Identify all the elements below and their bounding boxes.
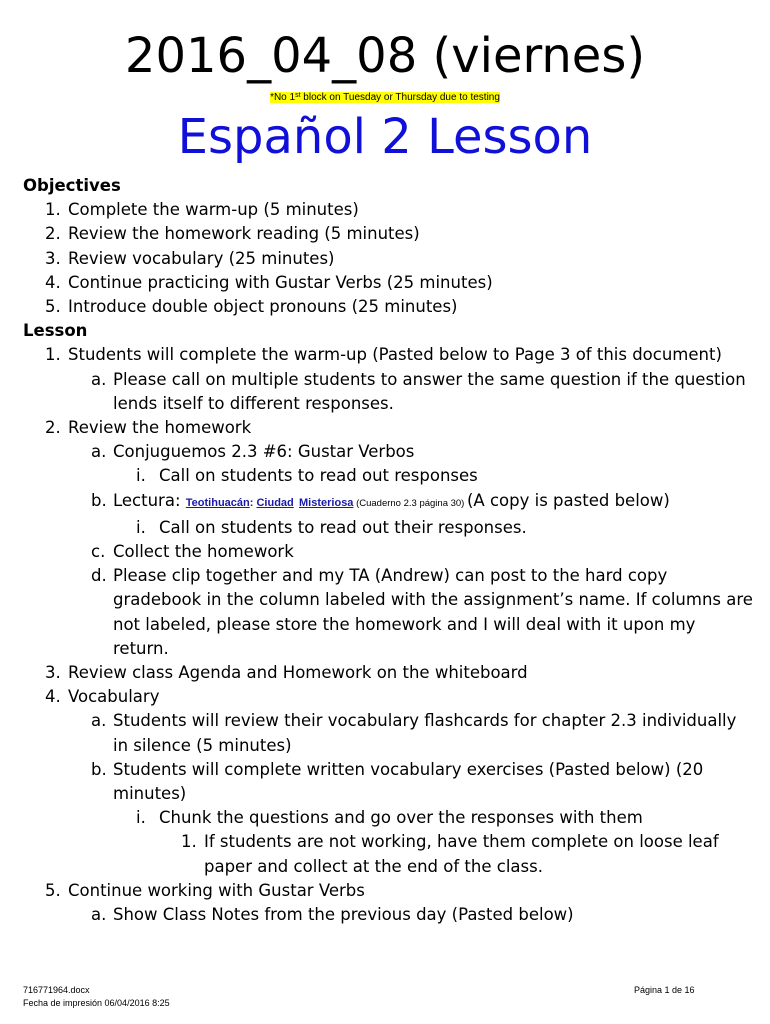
link-teotihuacan[interactable]: Teotihuacán (185, 496, 250, 509)
list-item: c. Collect the homework (91, 542, 294, 562)
list-item: 4. Vocabulary (45, 687, 160, 707)
list-item: 3. Review class Agenda and Homework on the whiteboard (45, 663, 528, 683)
link-ciudad[interactable]: Ciudad (256, 496, 294, 509)
list-item: 2. Review the homework (45, 418, 252, 438)
list-item-lectura: b. Lectura: Teotihuacán: Ciudad Misteriosa (Cuaderno 2.3 página 30) (A copy is pasted below) (91, 490, 670, 510)
link-misteriosa[interactable]: Misteriosa (299, 496, 354, 509)
footer-print-date: Fecha de impresión 06/04/2016 8:25 (23, 998, 170, 1008)
list-item: a. Please call on multiple students to answer the same question if the question lends itself to different responses. (91, 369, 746, 413)
list-item: 3. Review vocabulary (25 minutes) (45, 248, 335, 268)
footer-page-number: Página 1 de 16 (634, 985, 695, 995)
list-item: 5. Introduce double object pronouns (25 minutes) (45, 297, 458, 317)
list-item: 1. Students will complete the warm-up (Pasted below to Page 3 of this document) (45, 345, 722, 365)
document-title: 2016_04_08 (viernes) (124, 28, 646, 84)
document-body (23, 174, 753, 927)
list-item: 4. Continue practicing with Gustar Verbs (25 minutes) (45, 272, 493, 292)
list-item: 2. Review the homework reading (5 minutes) (45, 224, 420, 244)
lesson-title: Español 2 Lesson (177, 109, 593, 165)
list-item: b. Students will complete written vocabulary exercises (Pasted below) (20 minutes) (91, 759, 704, 804)
list-item: i. Chunk the questions and go over the responses with them (136, 808, 643, 828)
objectives-heading: Objectives (23, 176, 121, 195)
list-item: 1. If students are not working, have them complete on loose leaf paper and collect at the end of the class. (181, 832, 719, 876)
highlight: *No 1st block on Tuesday or Thursday due to testing (270, 92, 500, 103)
footer-filename: 716771964.docx (23, 985, 90, 995)
lesson-heading: Lesson (23, 321, 88, 341)
list-item: i. Call on students to read out their responses. (136, 517, 527, 537)
list-item: i. Call on students to read out responses (136, 466, 478, 486)
testing-note (0, 91, 770, 104)
list-item: a. Show Class Notes from the previous day (Pasted below) (91, 905, 574, 925)
list-item: a. Students will review their vocabulary flashcards for chapter 2.3 individually in silence (5 minutes) (91, 711, 737, 755)
footer-left (23, 984, 170, 1010)
list-item: 5. Continue working with Gustar Verbs (45, 880, 365, 900)
list-item: 1. Complete the warm-up (5 minutes) (45, 200, 359, 220)
list-item: d. Please clip together and my TA (Andrew) can post to the hard copy gradebook in the column labeled with the assignment’s name. If columns are not labeled, please store the homework and I will deal with it upon my return. (91, 566, 753, 658)
list-item: a. Conjuguemos 2.3 #6: Gustar Verbos (91, 442, 415, 462)
